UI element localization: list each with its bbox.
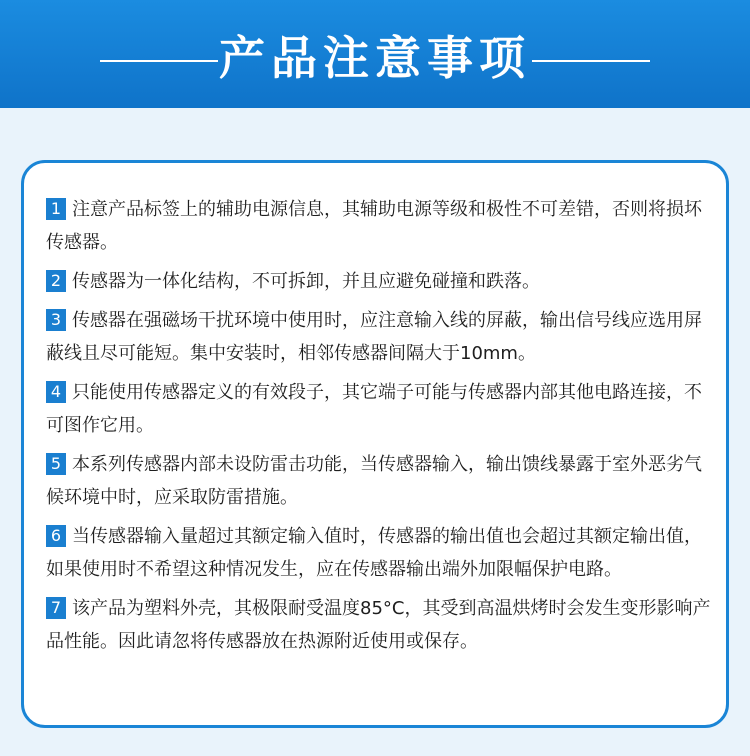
note-number-badge: 1 [46,198,66,220]
note-number-badge: 6 [46,525,66,547]
notes-card [21,160,729,728]
page-title: 产品注意事项 [219,31,531,85]
note-number-badge: 7 [46,597,66,619]
notes-list [46,193,712,664]
header-banner [0,0,750,108]
note-text: 只能使用传感器定义的有效段子，其它端子可能与传感器内部其他电路连接，不可图作它用。 [46,382,702,436]
note-text: 注意产品标签上的辅助电源信息，其辅助电源等级和极性不可差错，否则将损坏传感器。 [46,199,702,253]
title-decor-line-right [532,60,650,62]
note-number-badge: 4 [46,381,66,403]
note-number-badge: 2 [46,270,66,292]
note-number-badge: 5 [46,453,66,475]
note-item-4 [46,376,712,442]
note-text: 传感器为一体化结构，不可拆卸，并且应避免碰撞和跌落。 [72,271,540,292]
note-item-6 [46,520,712,586]
note-text: 当传感器输入量超过其额定输入值时，传感器的输出值也会超过其额定输出值，如果使用时不希望这种情况发生，应在传感器输出端外加限幅保护电路。 [46,526,702,580]
note-text: 该产品为塑料外壳，其极限耐受温度85°C，其受到高温烘烤时会发生变形影响产品性能。因此请忽将传感器放在热源附近使用或保存。 [46,598,711,652]
note-item-3 [46,304,712,370]
note-item-5 [46,448,712,514]
note-text: 传感器在强磁场干扰环境中使用时，应注意输入线的屏蔽，输出信号线应选用屏蔽线且尽可能短。集中安装时，相邻传感器间隔大于10mm。 [46,310,702,364]
note-number-badge: 3 [46,309,66,331]
note-item-7 [46,592,712,658]
note-item-1 [46,193,712,259]
note-item-2 [46,265,712,298]
note-text: 本系列传感器内部未设防雷击功能，当传感器输入，输出馈线暴露于室外恶劣气候环境中时，应采取防雷措施。 [46,454,702,508]
